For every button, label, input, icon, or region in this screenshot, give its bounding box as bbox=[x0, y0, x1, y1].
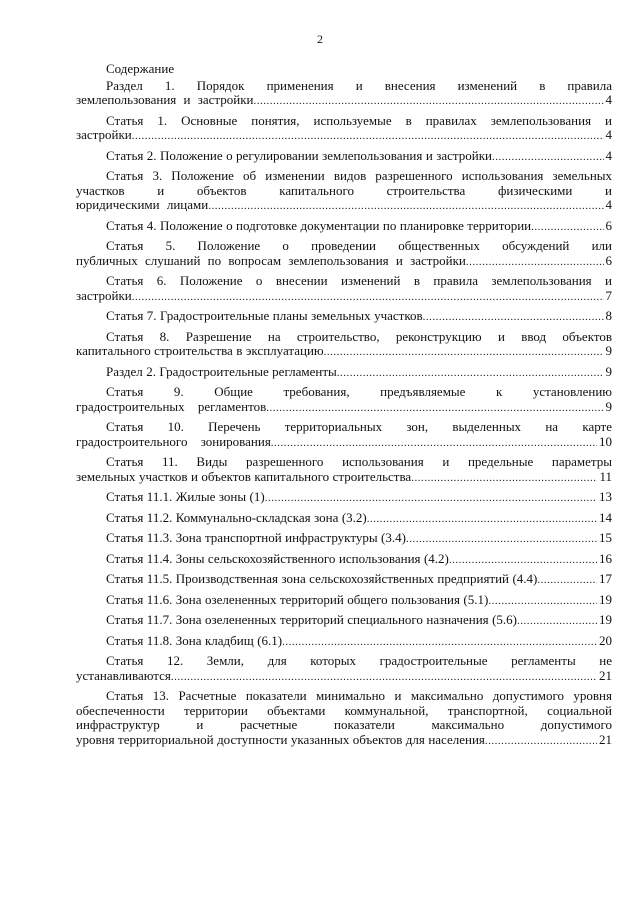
toc-entry-line: Статья 3. Положение об изменении видов разрешенного использования bbox=[106, 168, 544, 183]
toc-entry[interactable] bbox=[76, 114, 612, 144]
dot-leader bbox=[265, 491, 597, 506]
toc-entry[interactable] bbox=[76, 149, 612, 165]
dot-leader bbox=[492, 150, 604, 165]
toc-entry-page: 11 bbox=[599, 468, 612, 484]
toc-entry-body bbox=[76, 689, 612, 733]
toc-entry-line: Статья 5. Положение о проведении общественных обсуждений или bbox=[106, 238, 612, 253]
toc-entry-page: 8 bbox=[605, 308, 612, 323]
toc-entry-page: 19 bbox=[599, 591, 612, 607]
toc-entry-page: 9 bbox=[605, 343, 612, 358]
toc-entry-title: землепользования и застройки bbox=[76, 92, 254, 107]
toc-entry-title: Статья 11.4. Зоны сельскохозяйственного использования (4.2) bbox=[106, 550, 449, 566]
dot-leader bbox=[488, 594, 597, 609]
toc-entry[interactable] bbox=[76, 169, 612, 214]
toc-entry-line: Статья 10. Перечень территориальных зон, выделенных на карте bbox=[106, 419, 612, 434]
toc-entry-body bbox=[76, 114, 612, 129]
toc-entry-title: капитального строительства в эксплуатацию bbox=[76, 343, 324, 358]
toc-entry-line: Статья 6. Положение о внесении изменений в правила землепользования и bbox=[106, 273, 612, 288]
toc-entry-last-line bbox=[76, 490, 612, 506]
toc-entry[interactable] bbox=[76, 689, 612, 748]
dot-leader bbox=[208, 199, 603, 214]
toc-entry-last-line bbox=[76, 198, 612, 214]
toc-entry-page: 19 bbox=[599, 612, 612, 627]
toc-entry-last-line bbox=[76, 593, 612, 609]
toc-entry-page: 10 bbox=[599, 433, 612, 449]
toc-entry-title: уровня территориальной доступности указанных объектов для населения bbox=[76, 731, 485, 747]
toc-entry-last-line bbox=[76, 309, 612, 325]
toc-entry-last-line bbox=[76, 511, 612, 527]
toc-entry-line: Статья 12. Земли, для которых градостроительные регламенты не bbox=[106, 653, 612, 668]
toc-entry[interactable] bbox=[76, 654, 612, 684]
toc-entry-title: застройки bbox=[76, 287, 132, 303]
toc-entry[interactable] bbox=[76, 385, 612, 415]
toc-entry-page: 13 bbox=[599, 489, 612, 504]
toc-entry-line: Раздел 1. Порядок применения и внесения изменений в правила bbox=[106, 77, 612, 93]
toc-entry[interactable] bbox=[76, 572, 612, 588]
toc-entry-last-line bbox=[76, 289, 612, 305]
toc-entry-page: 15 bbox=[599, 530, 612, 545]
toc-entry-body bbox=[76, 654, 612, 669]
toc-entry-title: юридическими лицами bbox=[76, 197, 209, 212]
dot-leader bbox=[517, 614, 597, 629]
toc-entry-last-line bbox=[76, 365, 612, 381]
dot-leader bbox=[337, 366, 604, 381]
toc-entry[interactable] bbox=[76, 552, 612, 568]
dot-leader bbox=[324, 345, 604, 360]
toc-entry-title: публичных слушаний по вопросам землепользования и застройки bbox=[76, 252, 466, 268]
toc-entry-title: Статья 11.3. Зона транспортной инфраструктуры (3.4) bbox=[106, 530, 406, 545]
toc-entry-title: Статья 11.5. Производственная зона сельскохозяйственных предприятий (4.4) bbox=[106, 571, 538, 586]
toc-heading: Содержание bbox=[106, 61, 175, 76]
toc-entry-last-line bbox=[76, 634, 612, 650]
toc-entry[interactable] bbox=[76, 634, 612, 650]
toc-entry-page: 4 bbox=[605, 147, 612, 163]
toc-entry-last-line bbox=[76, 572, 612, 588]
toc-entry[interactable] bbox=[76, 79, 612, 109]
toc-entry-last-line bbox=[76, 254, 612, 270]
toc-entry-page: 17 bbox=[599, 571, 612, 586]
toc-entry-line: Статья 8. Разрешение на строительство, реконструкцию и ввод объектов bbox=[106, 328, 612, 344]
toc-entry-page: 4 bbox=[605, 92, 612, 107]
dot-leader bbox=[271, 436, 597, 451]
toc-entry-page: 6 bbox=[605, 217, 612, 233]
toc-entry-page: 9 bbox=[605, 398, 612, 414]
toc-entry-line: Статья 13. Расчетные показатели минимально и максимально допустимого bbox=[106, 688, 564, 703]
toc-entry-last-line bbox=[76, 669, 612, 685]
toc-entry-last-line bbox=[76, 435, 612, 451]
toc-entry-title: Раздел 2. Градостроительные регламенты bbox=[106, 363, 337, 379]
toc-entry-last-line bbox=[76, 149, 612, 165]
dot-leader bbox=[253, 94, 603, 109]
toc-entry[interactable] bbox=[76, 613, 612, 629]
toc-entry-body bbox=[76, 79, 612, 94]
toc-entry-title: земельных участков и объектов капитального строительства bbox=[76, 468, 412, 484]
dot-leader bbox=[132, 290, 604, 305]
toc-entry[interactable] bbox=[76, 309, 612, 325]
toc-entry-title: Статья 4. Положение о подготовке документации по планировке территории bbox=[106, 217, 532, 233]
toc-entry[interactable] bbox=[76, 455, 612, 485]
toc-entry-title: Статья 11.6. Зона озелененных территорий общего пользования (5.1) bbox=[106, 591, 489, 607]
toc-entry-last-line bbox=[76, 400, 612, 416]
toc-entry-title: градостроительных регламентов bbox=[76, 398, 267, 414]
toc-entry-title: Статья 11.2. Коммунально-складская зона (3.2) bbox=[106, 509, 367, 525]
dot-leader bbox=[132, 129, 604, 144]
dot-leader bbox=[266, 401, 603, 416]
toc-entry[interactable] bbox=[76, 219, 612, 235]
toc-entry-title: устанавливаются bbox=[76, 667, 171, 683]
table-of-contents bbox=[76, 62, 612, 753]
dot-leader bbox=[531, 220, 603, 235]
toc-entry-last-line bbox=[76, 470, 612, 486]
toc-entry-title: застройки bbox=[76, 127, 132, 142]
toc-entry-last-line bbox=[76, 219, 612, 235]
toc-entry-last-line bbox=[76, 531, 612, 547]
toc-entry-last-line bbox=[76, 552, 612, 568]
dot-leader bbox=[406, 532, 597, 547]
toc-entry-last-line bbox=[76, 93, 612, 109]
toc-entry-line: Статья 1. Основные понятия, используемые в правилах землепользования и bbox=[106, 112, 612, 128]
dot-leader bbox=[537, 573, 597, 588]
toc-entry-last-line bbox=[76, 128, 612, 144]
toc-entry-body bbox=[76, 274, 612, 289]
toc-entry-page: 4 bbox=[605, 197, 612, 212]
toc-entry[interactable] bbox=[76, 420, 612, 450]
toc-entry-body bbox=[76, 455, 612, 470]
toc-entry-page: 7 bbox=[605, 287, 612, 303]
toc-entry-last-line bbox=[76, 613, 612, 629]
toc-entry[interactable] bbox=[76, 274, 612, 304]
toc-entry-line: Статья 9. Общие требования, предъявляемые к установлению bbox=[106, 384, 612, 399]
dot-leader bbox=[367, 512, 597, 527]
page-number: 2 bbox=[317, 32, 323, 46]
dot-leader bbox=[282, 635, 597, 650]
toc-entry-title: Статья 11.1. Жилые зоны (1) bbox=[106, 489, 265, 504]
dot-leader bbox=[423, 310, 604, 325]
toc-entry-line: уровня обеспеченности территории объектами коммунальной, транспортной, bbox=[76, 688, 612, 718]
toc-entry-page: 21 bbox=[599, 731, 612, 747]
toc-entry[interactable] bbox=[76, 490, 612, 506]
toc-entry-last-line bbox=[76, 733, 612, 749]
dot-leader bbox=[171, 670, 597, 685]
dot-leader bbox=[485, 734, 597, 749]
toc-entry-body bbox=[76, 169, 612, 198]
toc-entry[interactable] bbox=[76, 365, 612, 381]
toc-entry-body bbox=[76, 239, 612, 254]
toc-entry[interactable] bbox=[76, 511, 612, 527]
toc-entry-page: 21 bbox=[599, 667, 612, 683]
toc-entry-page: 4 bbox=[605, 127, 612, 142]
toc-entry[interactable] bbox=[76, 239, 612, 269]
toc-entry-body bbox=[76, 420, 612, 435]
toc-entry-title: градостроительного зонирования bbox=[76, 433, 271, 449]
toc-entry-page: 20 bbox=[599, 632, 612, 648]
toc-entry-body bbox=[76, 385, 612, 400]
toc-entry-page: 14 bbox=[599, 509, 612, 525]
toc-entry-page: 6 bbox=[605, 252, 612, 268]
toc-entry[interactable] bbox=[76, 593, 612, 609]
toc-entry-title: Статья 11.8. Зона кладбищ (6.1) bbox=[106, 632, 283, 648]
toc-entry-title: Статья 7. Градостроительные планы земельных участков bbox=[106, 308, 423, 323]
toc-entry-page: 9 bbox=[605, 363, 612, 379]
toc-entry[interactable] bbox=[76, 330, 612, 360]
dot-leader bbox=[411, 471, 597, 486]
toc-entry-title: Статья 11.7. Зона озелененных территорий специального назначения (5.6) bbox=[106, 612, 517, 627]
dot-leader bbox=[466, 255, 604, 270]
toc-entry[interactable] bbox=[76, 531, 612, 547]
toc-entry-title: Статья 2. Положение о регулировании землепользования и застройки bbox=[106, 147, 492, 163]
toc-entry-body bbox=[76, 330, 612, 345]
toc-entries bbox=[76, 79, 612, 749]
toc-entry-line: земельных участков и объектов капитального строительства физическими и bbox=[76, 168, 613, 198]
dot-leader bbox=[449, 553, 597, 568]
toc-entry-last-line bbox=[76, 344, 612, 360]
toc-entry-line: социальной инфраструктур и расчетные показатели максимально допустимого bbox=[76, 702, 612, 732]
toc-entry-page: 16 bbox=[599, 550, 612, 566]
toc-entry-line: Статья 11. Виды разрешенного использования и предельные параметры bbox=[106, 454, 612, 469]
